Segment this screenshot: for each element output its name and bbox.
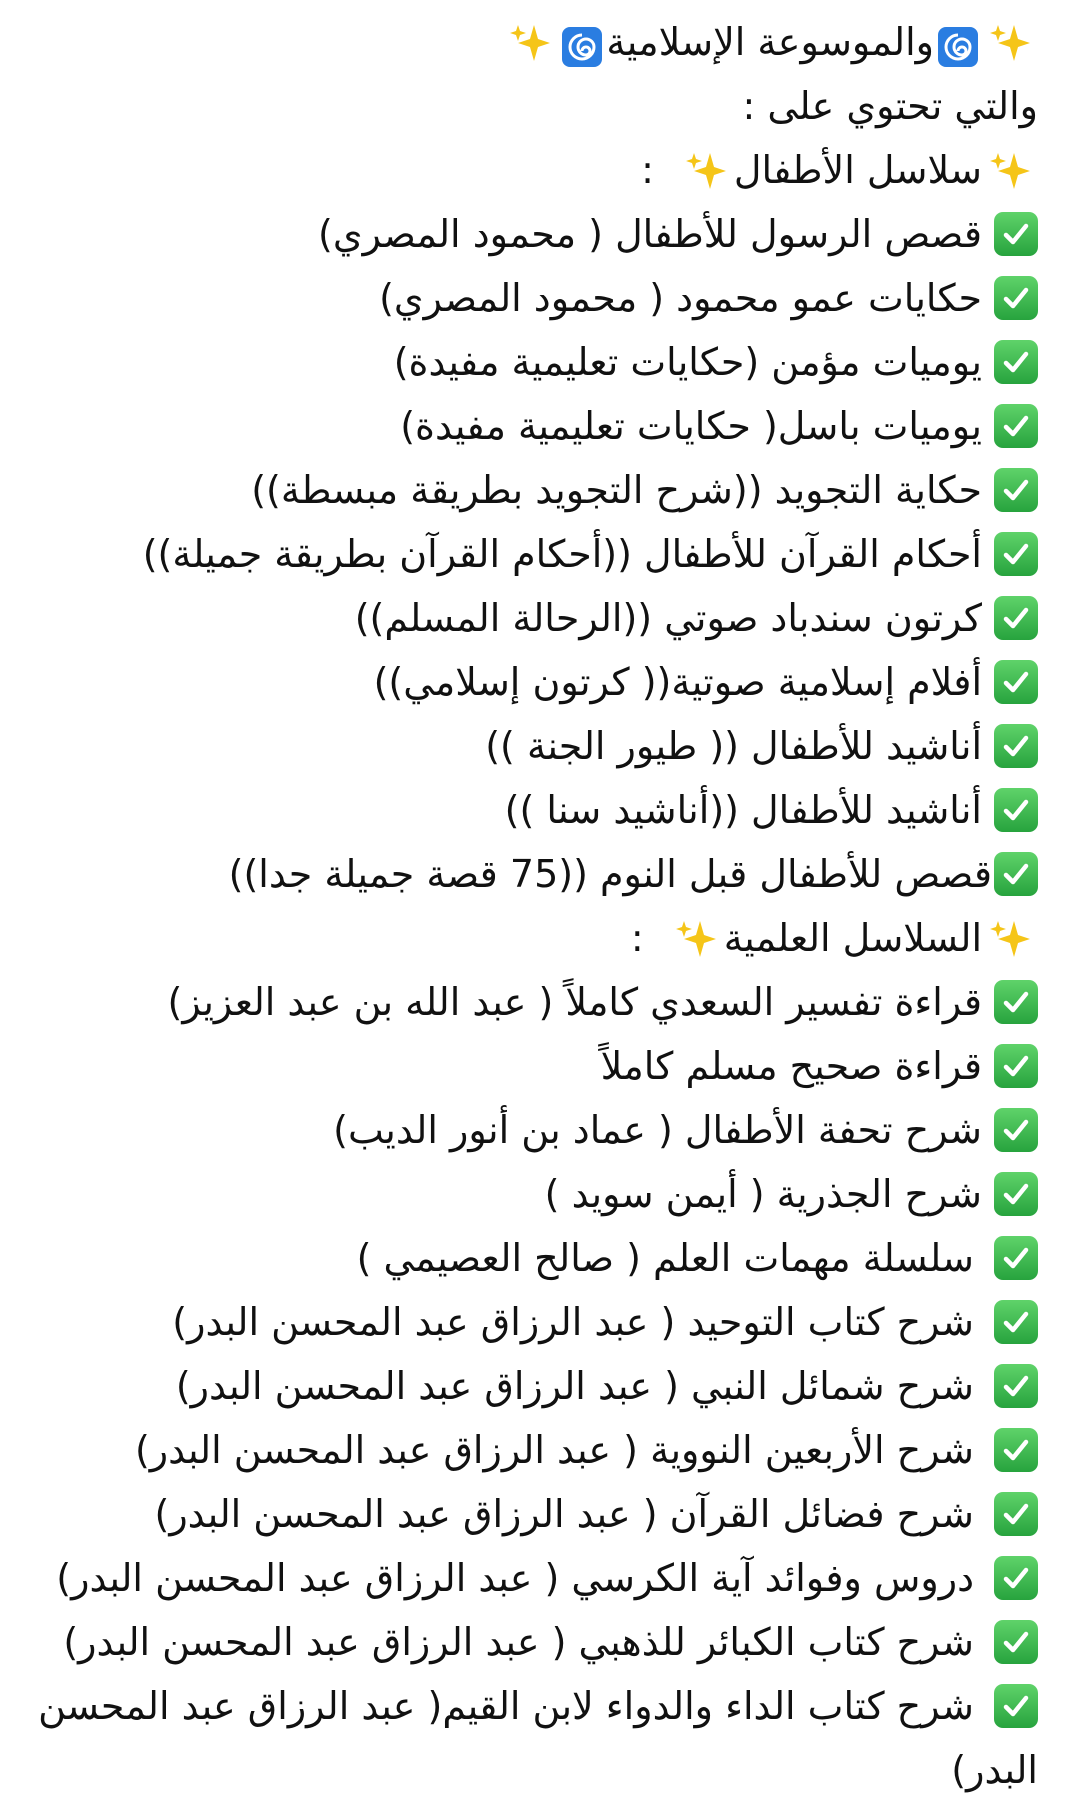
list-item-text: حكاية التجويد ((شرح التجويد بطريقة مبسطة)) [251,468,982,512]
list-item-text: يوميات مؤمن (حكايات تعليمية مفيدة) [393,340,982,384]
sparkles-icon [988,20,1032,64]
list-item [40,650,1038,714]
list-item [40,778,1038,842]
check-mark-button-icon [994,212,1038,256]
list-item-text: دروس وفوائد آية الكرسي ( عبد الرزاق عبد المحسن البدر) [56,1556,974,1600]
check-mark-button-icon [994,724,1038,768]
cropped-previous-line [40,0,1038,10]
check-mark-button-icon [994,1044,1038,1088]
section-colon: : [641,148,654,192]
list-item-text: شرح كتاب الكبائر للذهبي ( عبد الرزاق عبد المحسن البدر) [63,1620,974,1664]
section-colon: : [630,916,644,960]
check-mark-button-icon [994,660,1038,704]
list-item-text: شرح كتاب التوحيد ( عبد الرزاق عبد المحسن البدر) [172,1300,974,1344]
check-mark-button-icon [994,1108,1038,1152]
list-item [40,1098,1038,1162]
list-item [40,458,1038,522]
encyclopedia-title-line [40,10,1038,74]
list-item-text: قراءة صحيح مسلم كاملاً [600,1044,982,1088]
list-item [40,1418,1038,1482]
list-item-text: قصص الرسول للأطفال ( محمود المصري) [318,212,982,256]
list-item [40,1674,1038,1738]
check-mark-button-icon [994,1684,1038,1728]
list-item-continuation [40,1738,1038,1802]
check-mark-button-icon [994,340,1038,384]
check-mark-button-icon [994,1492,1038,1536]
check-mark-button-icon [994,532,1038,576]
check-mark-button-icon [994,468,1038,512]
list-item-text: أناشيد للأطفال ((أناشيد سنا )) [504,788,982,832]
list-item-text: شرح الأربعين النووية ( عبد الرزاق عبد المحسن البدر) [134,1428,974,1472]
list-item-text: شرح فضائل القرآن ( عبد الرزاق عبد المحسن البدر) [154,1492,974,1536]
list-item-text: حكايات عمو محمود ( محمود المصري) [379,276,982,320]
list-item-text: شرح كتاب الداء والدواء لابن القيم( عبد الرزاق عبد المحسن [38,1684,974,1728]
list-item [40,842,1038,906]
list-item [40,1226,1038,1290]
check-mark-button-icon [994,1236,1038,1280]
contains-label: والتي تحتوي على : [742,84,1038,128]
list-item [40,522,1038,586]
check-mark-button-icon [994,1300,1038,1344]
list-item [40,1482,1038,1546]
list-item [40,1546,1038,1610]
check-mark-button-icon [994,1620,1038,1664]
sparkles-icon [508,20,552,64]
encyclopedia-title: والموسوعة الإسلامية [606,20,934,64]
sparkles-icon [988,148,1032,192]
list-item-text: كرتون سندباد صوتي ((الرحالة المسلم)) [354,596,982,640]
contains-label-line [40,74,1038,138]
list-item [40,1034,1038,1098]
kids-section-title: سلاسل الأطفال [733,148,982,192]
check-mark-button-icon [994,276,1038,320]
list-item [40,394,1038,458]
list-item [40,586,1038,650]
list-item-text: شرح الجذرية ( أيمن سويد ) [544,1172,982,1216]
list-item-text: أناشيد للأطفال (( طيور الجنة )) [485,724,982,768]
science-section-title: السلاسل العلمية [723,916,982,960]
check-mark-button-icon [994,788,1038,832]
check-mark-button-icon [994,980,1038,1024]
cyclone-icon [938,22,978,62]
sparkles-icon [684,148,728,192]
list-item [40,1162,1038,1226]
sparkles-icon [988,916,1032,960]
science-section-title-line [40,906,1038,970]
list-item-text: أفلام إسلامية صوتية(( كرتون إسلامي)) [373,660,982,704]
check-mark-button-icon [994,1428,1038,1472]
list-item [40,1354,1038,1418]
sparkles-icon [674,916,718,960]
list-item-text: شرح تحفة الأطفال ( عماد بن أنور الديب) [333,1108,982,1152]
check-mark-button-icon [994,1172,1038,1216]
list-item [40,330,1038,394]
list-item-text: سلسلة مهمات العلم ( صالح العصيمي ) [356,1236,974,1280]
kids-section-title-line [40,138,1038,202]
list-item [40,970,1038,1034]
check-mark-button-icon [994,1364,1038,1408]
check-mark-button-icon [994,852,1038,896]
list-item-text: أحكام القرآن للأطفال ((أحكام القرآن بطريقة جميلة)) [142,532,982,576]
list-item [40,1290,1038,1354]
list-item-text: البدر) [951,1748,1038,1792]
list-item [40,1610,1038,1674]
list-item-text: يوميات باسل( حكايات تعليمية مفيدة) [400,404,982,448]
list-item [40,714,1038,778]
list-item-text: قصص للأطفال قبل النوم ((75 قصة جميلة جدا)) [228,852,992,896]
check-mark-button-icon [994,596,1038,640]
check-mark-button-icon [994,404,1038,448]
list-item-text: شرح شمائل النبي ( عبد الرزاق عبد المحسن البدر) [175,1364,974,1408]
list-item-text: قراءة تفسير السعدي كاملاً ( عبد الله بن عبد العزيز) [167,980,982,1024]
list-item [40,202,1038,266]
check-mark-button-icon [994,1556,1038,1600]
list-item [40,266,1038,330]
cyclone-icon [562,22,602,62]
